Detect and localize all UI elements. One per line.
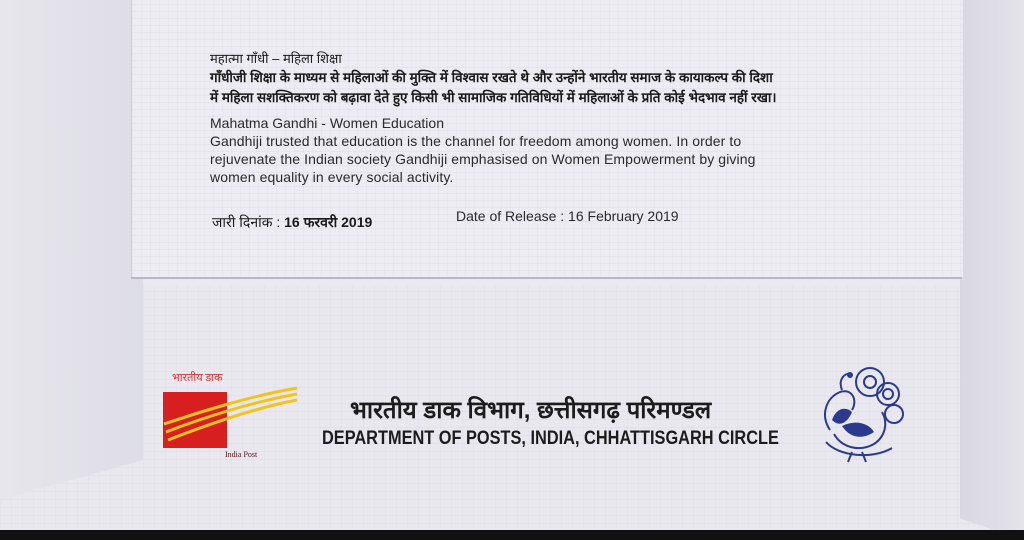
logo-hindi-text: भारतीय डाक — [172, 372, 223, 384]
hindi-body-line-1: गाँधीजी शिक्षा के माध्यम से महिलाओं की मुक्ति में विश्वास रखते थे और उन्होंने भारतीय समाज के कायाकल्प की दिशा — [210, 70, 773, 85]
fold-line — [131, 277, 962, 279]
hindi-body-line-2: में महिला सशक्तिकरण को बढ़ावा देते हुए किसी भी सामाजिक गतिविधियों में महिलाओं के प्रति कोई भेदभाव नहीं रखा। — [210, 90, 777, 105]
envelope-right-flap — [960, 0, 1024, 540]
peacock-emblem-icon — [812, 360, 912, 465]
envelope-left-flap — [0, 0, 143, 500]
india-post-logo — [160, 370, 300, 460]
release-date-english: Date of Release : 16 February 2019 — [456, 208, 679, 224]
release-value-hindi: 16 फरवरी 2019 — [284, 214, 373, 230]
release-label-hindi: जारी दिनांक : — [212, 214, 281, 230]
india-post-swoosh-icon — [160, 382, 300, 452]
department-name-hindi: भारतीय डाक विभाग, छत्तीसगढ़ परिमण्डल — [350, 397, 712, 424]
logo-english-text: India Post — [225, 450, 258, 459]
english-body-line-3: women equality in every social activity. — [210, 169, 454, 185]
release-date-hindi — [212, 213, 372, 232]
description-block — [210, 50, 830, 186]
envelope-bottom-shadow — [0, 530, 1024, 540]
english-title: Mahatma Gandhi - Women Education — [210, 115, 444, 131]
english-body-line-1: Gandhiji trusted that education is the channel for freedom among women. In order to — [210, 133, 742, 149]
english-body-line-2: rejuvenate the Indian society Gandhiji emphasised on Women Empowerment by giving — [210, 151, 756, 167]
hindi-title: महात्मा गाँधी – महिला शिक्षा — [210, 51, 342, 66]
department-name-english: DEPARTMENT OF POSTS, INDIA, CHHATTISGARH CIRCLE — [322, 428, 779, 449]
